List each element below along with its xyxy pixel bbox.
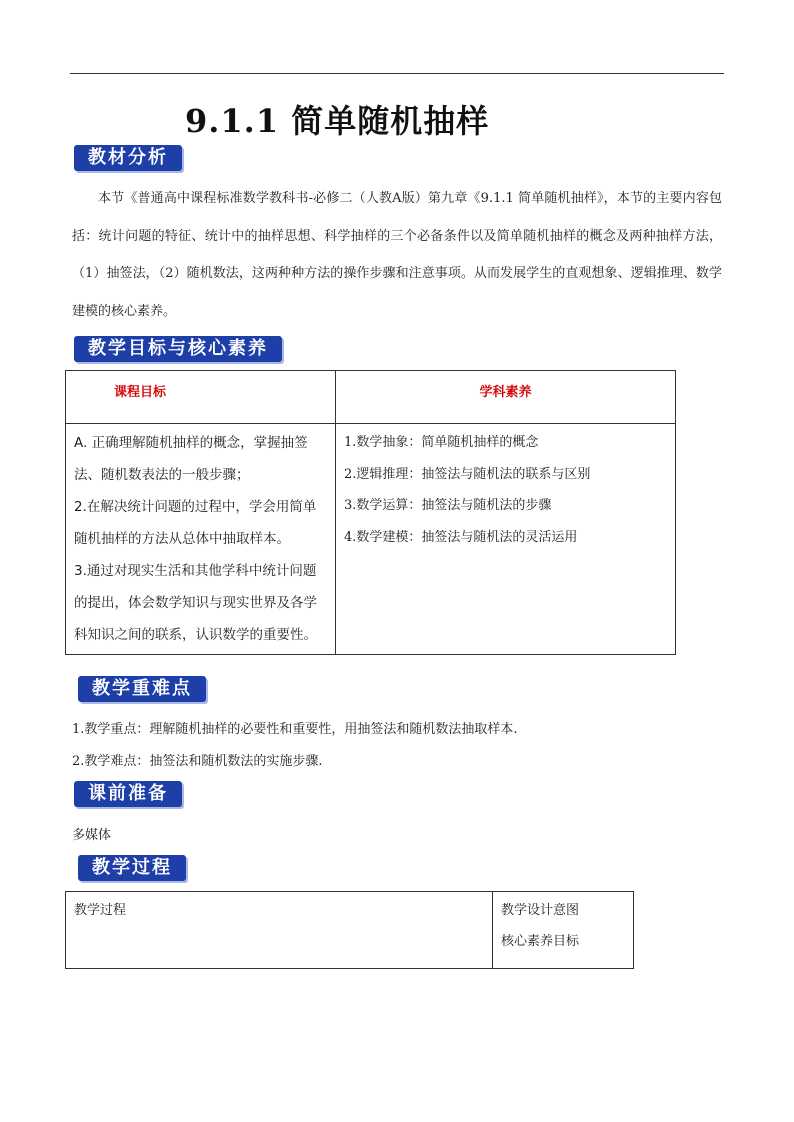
preparation-text: 多媒体 xyxy=(72,828,112,843)
literacy-item: 3.数学运算：抽签法与随机法的步骤 xyxy=(344,498,552,513)
process-cell-right xyxy=(493,892,634,969)
header-course-goals: 课程目标 xyxy=(66,371,336,424)
goals-table xyxy=(65,370,676,655)
process-cell-left: 教学过程 xyxy=(66,892,493,969)
course-goal-item: A. 正确理解随机抽样的概念，掌握抽签法、随机数表法的一般步骤； xyxy=(74,435,308,483)
section-badge-preparation: 课前准备 xyxy=(74,781,182,807)
process-table xyxy=(65,891,634,969)
key-point-focus: 1.教学重点：理解随机抽样的必要性和重要性，用抽签法和随机数法抽取样本. xyxy=(72,722,518,737)
literacy-item: 2.逻辑推理：抽签法与随机法的联系与区别 xyxy=(344,466,591,482)
section-badge-key-points: 教学重难点 xyxy=(78,676,206,702)
page-title: 9.1.1 简单随机抽样 xyxy=(185,102,490,140)
literacy-item: 1.数学抽象：简单随机抽样的概念 xyxy=(344,435,539,450)
analysis-paragraph xyxy=(72,180,722,330)
section-badge-analysis: 教材分析 xyxy=(74,145,182,171)
header-subject-literacy: 学科素养 xyxy=(336,371,676,424)
section-badge-goals: 教学目标与核心素养 xyxy=(74,336,282,362)
header-rule xyxy=(70,73,724,74)
analysis-text: 本节《普通高中课程标准数学教科书-必修二（人教A版）第九章《9.1.1 简单随机抽样》，本节的主要内容包括：统计问题的特征、统计中的抽样思想、科学抽样的三个必备条件以及简单随机抽样的概念及两种抽样方法，（1）抽签法，（2）随机数法，这两种种方法的操作步骤和注意事项。从而发展学生的直观想象、逻辑推理、数学建模的核心素养。 xyxy=(72,191,722,319)
process-row xyxy=(66,892,634,969)
section-badge-process: 教学过程 xyxy=(78,855,186,881)
key-point-difficulty: 2.教学难点：抽签法和随机数法的实施步骤. xyxy=(72,754,323,769)
goals-body-row xyxy=(66,424,676,655)
course-goal-item: 3.通过对现实生活和其他学科中统计问题的提出，体会数学知识与现实世界及各学科知识之间的联系，认识数学的重要性。 xyxy=(74,563,317,643)
design-intent-label: 教学设计意图 xyxy=(501,903,580,918)
literacy-goal-label: 核心素养目标 xyxy=(501,934,580,949)
goals-header-row xyxy=(66,371,676,424)
course-goal-item: 2.在解决统计问题的过程中，学会用简单随机抽样的方法从总体中抽取样本。 xyxy=(74,499,317,547)
literacy-cell xyxy=(336,424,676,655)
literacy-item: 4.数学建模：抽签法与随机法的灵活运用 xyxy=(344,529,578,545)
course-goals-cell xyxy=(66,424,336,655)
